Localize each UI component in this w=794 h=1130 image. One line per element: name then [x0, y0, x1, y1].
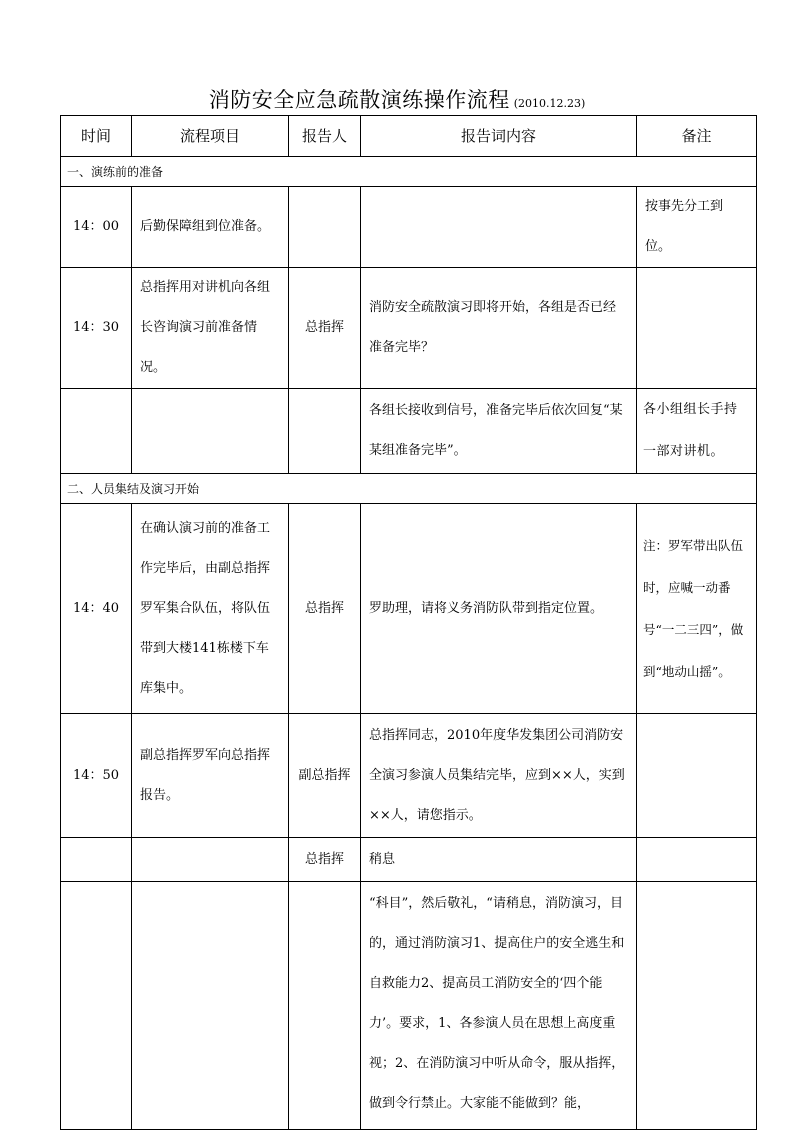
cell-content: 消防安全疏散演习即将开始，各组是否已经准备完毕？ [361, 268, 637, 389]
cell-item: 在确认演习前的准备工作完毕后，由副总指挥罗军集合队伍，将队伍带到大楼141栋楼下车库集中。 [132, 504, 289, 714]
cell-reporter: 总指挥 [289, 504, 361, 714]
section-prep-title: 一、演练前的准备 [61, 157, 757, 187]
cell-item [132, 882, 289, 1130]
cell-content: 总指挥同志，2010年度华发集团公司消防安全演习参演人员集结完毕，应到××人，实到××人，请您指示。 [361, 714, 637, 838]
cell-reporter: 副总指挥 [289, 714, 361, 838]
section-assembly-title: 二、人员集结及演习开始 [61, 474, 757, 504]
cell-content: “科目”，然后敬礼，“请稍息，消防演习，目的，通过消防演习1、提高住户的安全逃生和自救能力2、提高员工消防安全的‘四个能力’。要求，1、各参演人员在思想上高度重视；2、在消防演习中听从命令，服从指挥，做到令行禁止。大家能不能做到？能， [361, 882, 637, 1130]
title-date: (2010.12.23) [513, 97, 586, 110]
title-text: 消防安全应急疏散演练操作流程 [208, 88, 510, 112]
cell-note: 各小组组长手持一部对讲机。 [637, 389, 757, 474]
cell-note: 注：罗军带出队伍时，应喊一动番号“一二三四”，做到“地动山摇”。 [637, 504, 757, 714]
cell-item: 总指挥用对讲机向各组长咨询演习前准备情况。 [132, 268, 289, 389]
header-time: 时间 [61, 116, 132, 157]
cell-time: 14：00 [61, 187, 132, 268]
cell-item [132, 389, 289, 474]
table-row [61, 389, 757, 474]
cell-note [637, 268, 757, 389]
cell-note: 按事先分工到位。 [637, 187, 757, 268]
cell-item [132, 838, 289, 882]
procedure-table [60, 115, 757, 1130]
cell-time [61, 389, 132, 474]
cell-time: 14：30 [61, 268, 132, 389]
cell-reporter [289, 187, 361, 268]
cell-note [637, 714, 757, 838]
cell-time: 14：40 [61, 504, 132, 714]
cell-reporter: 总指挥 [289, 838, 361, 882]
table-header-row [61, 116, 757, 157]
cell-content [361, 187, 637, 268]
cell-content: 罗助理，请将义务消防队带到指定位置。 [361, 504, 637, 714]
cell-reporter [289, 389, 361, 474]
cell-content: 各组长接收到信号，准备完毕后依次回复“某某组准备完毕”。 [361, 389, 637, 474]
document-title [0, 84, 794, 114]
cell-note [637, 882, 757, 1130]
section-row [61, 157, 757, 187]
table-row [61, 187, 757, 268]
cell-item: 后勤保障组到位准备。 [132, 187, 289, 268]
cell-note [637, 838, 757, 882]
section-row [61, 474, 757, 504]
cell-item: 副总指挥罗军向总指挥报告。 [132, 714, 289, 838]
header-content: 报告词内容 [361, 116, 637, 157]
table-row [61, 268, 757, 389]
header-item: 流程项目 [132, 116, 289, 157]
cell-time [61, 882, 132, 1130]
cell-reporter [289, 882, 361, 1130]
table-row [61, 714, 757, 838]
header-note: 备注 [637, 116, 757, 157]
cell-time: 14：50 [61, 714, 132, 838]
table-row [61, 504, 757, 714]
cell-reporter: 总指挥 [289, 268, 361, 389]
table-row [61, 838, 757, 882]
cell-time [61, 838, 132, 882]
header-reporter: 报告人 [289, 116, 361, 157]
cell-content: 稍息 [361, 838, 637, 882]
table-row [61, 882, 757, 1130]
